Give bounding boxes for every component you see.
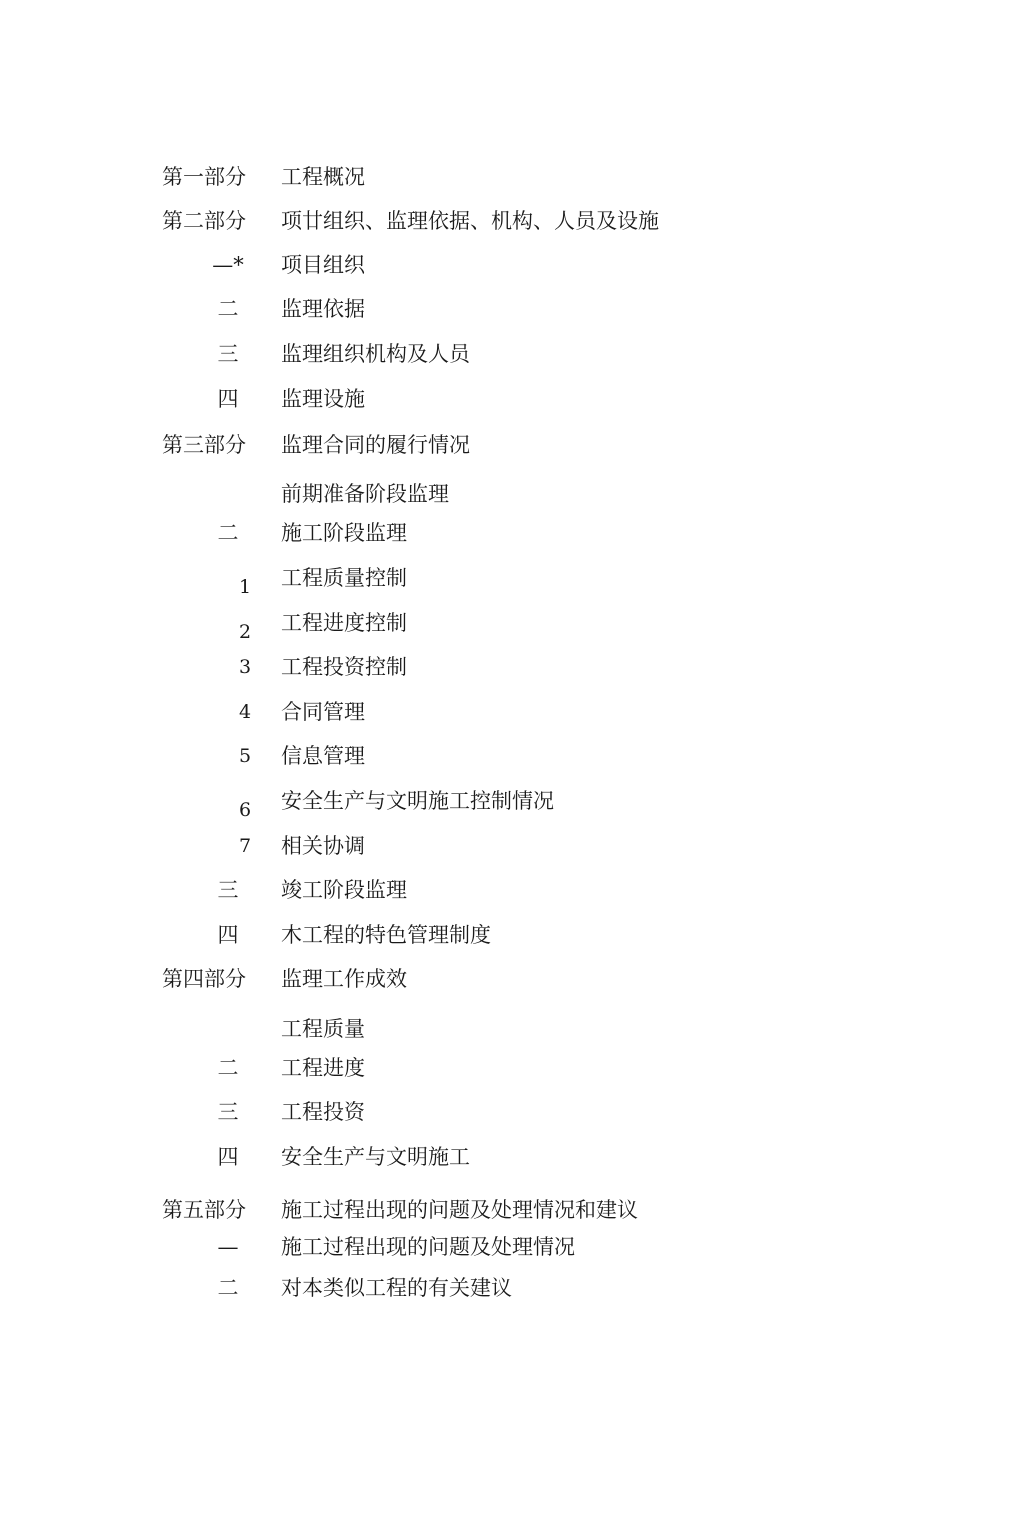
toc-entry bbox=[0, 384, 1024, 414]
toc-entry-title: 监理工作成效 bbox=[281, 967, 407, 991]
toc-subsection-number: 1 bbox=[238, 576, 252, 598]
toc-subsection-number: 5 bbox=[238, 745, 252, 767]
toc-entry-title: 监理设施 bbox=[281, 387, 365, 411]
toc-entry bbox=[0, 786, 1024, 821]
toc-entry-title: 安全生产与文明施工 bbox=[281, 1145, 470, 1169]
toc-part-label: 第四部分 bbox=[162, 967, 246, 991]
toc-entry-title: 项廿组织、监理依据、机构、人员及设施 bbox=[281, 209, 659, 233]
toc-entry bbox=[0, 1273, 1024, 1303]
toc-entry bbox=[0, 1014, 1024, 1044]
toc-section-number: 三 bbox=[217, 878, 239, 902]
toc-section-number: 四 bbox=[217, 387, 239, 411]
toc-entry-title: 监理依据 bbox=[281, 297, 365, 321]
toc-entry-title: 工程质量 bbox=[281, 1017, 365, 1041]
toc-entry-title: 相关协调 bbox=[281, 834, 365, 858]
toc-entry-title: 监理合同的履行情况 bbox=[281, 433, 470, 457]
toc-entry bbox=[0, 1053, 1024, 1083]
toc-entry bbox=[0, 1142, 1024, 1172]
toc-entry bbox=[0, 741, 1024, 771]
toc-section-number: 四 bbox=[217, 1145, 239, 1169]
toc-entry bbox=[0, 652, 1024, 682]
toc-entry bbox=[0, 294, 1024, 324]
toc-entry-title: 竣工阶段监理 bbox=[281, 878, 407, 902]
toc-entry-title: 工程投资控制 bbox=[281, 655, 407, 679]
toc-section-number: —* bbox=[212, 253, 244, 277]
toc-part-label: 第三部分 bbox=[162, 433, 246, 457]
toc-section-number: 二 bbox=[217, 521, 239, 545]
toc-entry-title: 工程投资 bbox=[281, 1100, 365, 1124]
toc-part-label: 第二部分 bbox=[162, 209, 246, 233]
toc-subsection-number: 4 bbox=[238, 701, 252, 723]
toc-entry bbox=[0, 206, 1024, 236]
toc-entry bbox=[0, 250, 1024, 280]
toc-subsection-number: 2 bbox=[238, 621, 252, 643]
toc-entry bbox=[0, 1232, 1024, 1262]
toc-part-label: 第五部分 bbox=[162, 1198, 246, 1222]
toc-entry bbox=[0, 831, 1024, 861]
toc-entry-title: 项目组织 bbox=[281, 253, 365, 277]
toc-entry bbox=[0, 697, 1024, 727]
toc-entry bbox=[0, 875, 1024, 905]
toc-entry bbox=[0, 430, 1024, 460]
toc-entry-title: 安全生产与文明施工控制情况 bbox=[281, 789, 554, 813]
toc-section-number: 四 bbox=[217, 923, 239, 947]
toc-entry-title: 前期准备阶段监理 bbox=[281, 482, 449, 506]
toc-section-number: 二 bbox=[217, 1276, 239, 1300]
toc-section-number: 三 bbox=[217, 342, 239, 366]
toc-section-number: 二 bbox=[217, 297, 239, 321]
toc-entry-title: 工程概况 bbox=[281, 165, 365, 189]
toc-section-number: 二 bbox=[217, 1056, 239, 1080]
toc-entry bbox=[0, 479, 1024, 509]
toc-subsection-number: 7 bbox=[238, 835, 252, 857]
toc-entry bbox=[0, 1195, 1024, 1225]
toc-entry-title: 木工程的特色管理制度 bbox=[281, 923, 491, 947]
toc-entry bbox=[0, 1097, 1024, 1127]
toc-subsection-number: 3 bbox=[238, 656, 252, 678]
toc-part-label: 第一部分 bbox=[162, 165, 246, 189]
toc-entry-title: 工程进度控制 bbox=[281, 611, 407, 635]
toc-entry-title: 信息管理 bbox=[281, 744, 365, 768]
toc-entry bbox=[0, 162, 1024, 192]
toc-entry bbox=[0, 563, 1024, 598]
toc-entry bbox=[0, 964, 1024, 994]
toc-entry-title: 监理组织机构及人员 bbox=[281, 342, 470, 366]
toc-entry-title: 工程质量控制 bbox=[281, 566, 407, 590]
toc-entry-title: 施工过程出现的问题及处理情况 bbox=[281, 1235, 575, 1259]
toc-entry bbox=[0, 518, 1024, 548]
toc-section-number: 三 bbox=[217, 1100, 239, 1124]
toc-entry bbox=[0, 920, 1024, 950]
toc-entry-title: 合同管理 bbox=[281, 700, 365, 724]
toc-section-number: — bbox=[217, 1235, 239, 1259]
toc-entry-title: 施工过程出现的问题及处理情况和建议 bbox=[281, 1198, 638, 1222]
toc-entry-title: 施工阶段监理 bbox=[281, 521, 407, 545]
toc-entry-title: 对本类似工程的有关建议 bbox=[281, 1276, 512, 1300]
toc-subsection-number: 6 bbox=[238, 799, 252, 821]
toc-entry-title: 工程进度 bbox=[281, 1056, 365, 1080]
toc-entry bbox=[0, 339, 1024, 369]
toc-entry bbox=[0, 608, 1024, 643]
